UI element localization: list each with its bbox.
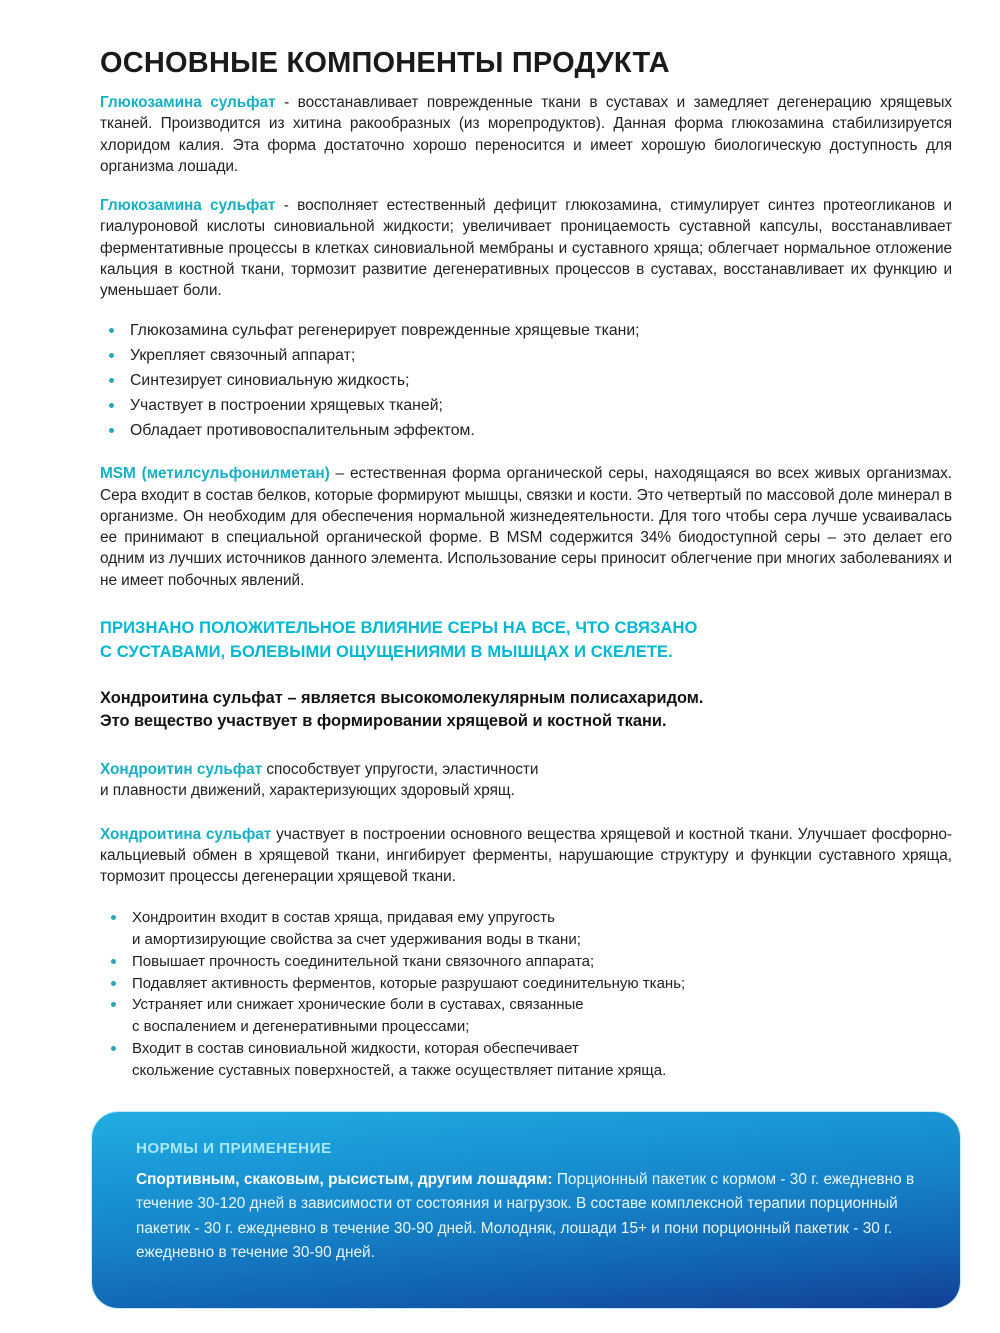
chondroitin-definition-line-2: Это вещество участвует в формировании хрящевой и костной ткани.	[100, 711, 667, 730]
callout-body	[136, 1168, 916, 1265]
bullet-dot-icon	[109, 428, 114, 433]
body-glucosamine-1: - восстанавливает поврежденные ткани в суставах и замедляет дегенерацию хрящевых тканей. Производится из хитина ракообразных (из морепродуктов). Данная форма глюкозамина стабилизируется хлоридом калия. Эта форма достаточно хорошо переносится и имеет хорошую биологическую доступность для организма лошади.	[100, 94, 952, 175]
lead-glucosamine-sulfate-1: Глюкозамина сульфат	[100, 94, 276, 111]
bullet-dot-icon	[111, 1046, 116, 1051]
body-chondroitin-1-line-2: и плавности движений, характеризующих здоровый хрящ.	[100, 782, 515, 800]
list-item-label: Синтезирует синовиальную жидкость;	[130, 372, 410, 390]
paragraph-chondroitin-1	[100, 759, 952, 802]
bullet-dot-icon	[111, 959, 116, 964]
sulfur-highlight-block	[100, 617, 952, 665]
list-item	[100, 1038, 952, 1082]
list-item	[100, 394, 952, 418]
lead-glucosamine-sulfate-2: Глюкозамина сульфат	[100, 197, 276, 214]
paragraph-msm	[100, 463, 952, 591]
body-glucosamine-2: - восполняет естественный дефицит глюкозамина, стимулирует синтез протеогликанов и гиалуроновой кислоты синовиальной жидкости; увеличивает проницаемость суставной капсулы, восстанавливает ферментативные процессы в клетках синовиальной мембраны и суставного хряща; облегчает нормальное отложение кальция в костной ткани, тормозит развитие дегенеративных процессов в суставах, восстанавливает их функцию и уменьшает боли.	[100, 197, 952, 299]
chondroitin-benefits-list	[100, 907, 952, 1081]
bullet-dot-icon	[111, 1002, 116, 1007]
list-item-label: Устраняет или снижает хронические боли в суставах, связанные	[132, 996, 584, 1014]
callout-bold-lead: Спортивным, скаковым, рысистым, другим лошадям:	[136, 1171, 553, 1188]
sulfur-highlight-line-2: С СУСТАВАМИ, БОЛЕВЫМИ ОЩУЩЕНИЯМИ В МЫШЦАХ И СКЕЛЕТЕ.	[100, 642, 673, 661]
lead-chondroitin-sulfate-1: Хондроитин сульфат	[100, 761, 263, 779]
content-column	[100, 92, 952, 1097]
body-chondroitin-2: участвует в построении основного вещества хрящевой и костной ткани. Улучшает фосфорно-кальциевый обмен в хрящевой ткани, ингибирует ферменты, нарушающие структуру и функции суставного хряща, тормозит процессы дегенерации хрящевой ткани.	[100, 825, 952, 886]
list-item-label-cont: с воспалением и дегенеративными процессами;	[132, 1018, 470, 1036]
callout-title: НОРМЫ И ПРИМЕНЕНИЕ	[136, 1140, 332, 1157]
page-title: ОСНОВНЫЕ КОМПОНЕНТЫ ПРОДУКТА	[100, 47, 670, 80]
list-item-label: Входит в состав синовиальной жидкости, которая обеспечивает	[132, 1039, 579, 1057]
list-item-label: Повышает прочность соединительной ткани связочного аппарата;	[132, 952, 595, 970]
lead-chondroitin-sulfate-2: Хондроитина сульфат	[100, 825, 272, 843]
bullet-dot-icon	[109, 378, 114, 383]
list-item-label: Укрепляет связочный аппарат;	[130, 347, 356, 365]
lead-msm: MSM (метилсульфонилметан)	[100, 465, 330, 483]
list-item	[100, 907, 952, 951]
list-item	[100, 994, 952, 1038]
body-chondroitin-1-line-1: способствует упругости, эластичности	[262, 761, 539, 779]
list-item-label-cont: скольжение суставных поверхностей, а также осуществляет питание хряща.	[132, 1061, 667, 1079]
bullet-dot-icon	[109, 353, 114, 358]
list-item-label: Глюкозамина сульфат регенерирует поврежденные хрящевые ткани;	[130, 322, 640, 340]
bullet-dot-icon	[109, 328, 114, 333]
dosage-callout-box	[92, 1112, 960, 1308]
paragraph-glucosamine-2	[100, 195, 952, 301]
list-item	[100, 319, 952, 343]
chondroitin-definition-line-1: Хондроитина сульфат – является высокомолекулярным полисахаридом.	[100, 688, 704, 707]
paragraph-glucosamine-1	[100, 92, 952, 177]
glucosamine-benefits-list	[100, 319, 952, 443]
paragraph-chondroitin-2	[100, 824, 952, 888]
bullet-dot-icon	[109, 403, 114, 408]
list-item-label-cont: и амортизирующие свойства за счет удерживания воды в ткани;	[132, 931, 581, 949]
sulfur-highlight-line-1: ПРИЗНАНО ПОЛОЖИТЕЛЬНОЕ ВЛИЯНИЕ СЕРЫ НА ВСЕ, ЧТО СВЯЗАНО	[100, 618, 698, 637]
chondroitin-definition-block	[100, 687, 952, 734]
list-item	[100, 344, 952, 368]
list-item	[100, 973, 952, 995]
list-item-label: Участвует в построении хрящевых тканей;	[130, 397, 443, 415]
list-item-label: Подавляет активность ферментов, которые разрушают соединительную ткань;	[132, 974, 686, 992]
callout-body-text: Порционный пакетик с кормом - 30 г. ежедневно в течение 30-120 дней в зависимости от состояния и нагрузок. В составе комплексной терапии порционный пакетик - 30 г. ежедневно в течение 30-90 дней. Молодняк, лошади 15+ и пони порционный пакетик - 30 г. ежедневно в течение 30-90 дней.	[136, 1171, 915, 1261]
body-msm: – естественная форма органической серы, находящаяся во всех живых организмах. Сера входит в состав белков, которые формируют мышцы, связки и кости. Это четвертый по массовой доле минерал в организме. Он необходим для обеспечения нормальной жизнедеятельности. Для того чтобы сера лучше усваивалась ее принимают в специальной органической форме. В MSM содержится 34% биодоступной серы – это делает его одним из лучших источников данного элемента. Использование серы приносит облегчение при многих заболеваниях и не имеет побочных явлений.	[100, 465, 952, 589]
bullet-dot-icon	[111, 915, 116, 920]
list-item	[100, 419, 952, 443]
list-item	[100, 951, 952, 973]
bullet-dot-icon	[111, 981, 116, 986]
list-item	[100, 369, 952, 393]
list-item-label: Хондроитин входит в состав хряща, придавая ему упругость	[132, 909, 555, 927]
list-item-label: Обладает противовоспалительным эффектом.	[130, 422, 475, 440]
